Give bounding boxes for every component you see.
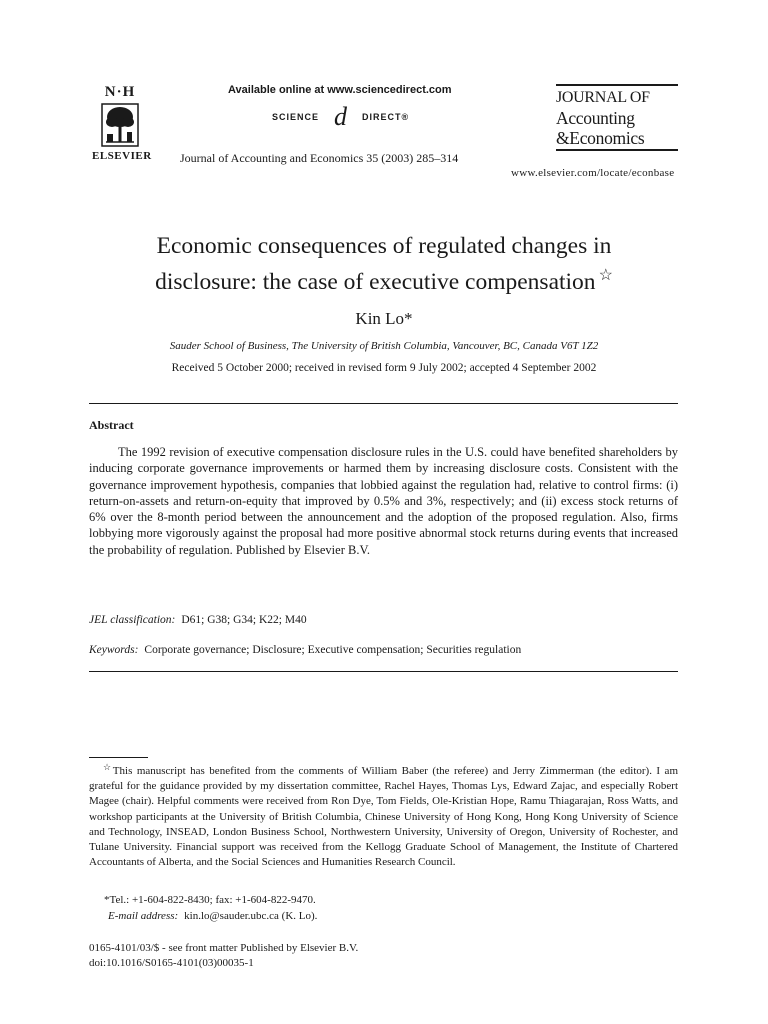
doi-line[interactable]: doi:10.1016/S0165-4101(03)00035-1: [89, 957, 254, 969]
journal-title-line3: &Economics: [556, 128, 645, 148]
author-email: [108, 910, 317, 922]
elsevier-tree-icon: [100, 102, 140, 148]
abstract-body: The 1992 revision of executive compensation disclosure rules in the U.S. could have benefited shareholders by inducing corporate governance improvements or harmed them by increasing disclosure costs. Consistent with the governance improvement hypothesis, companies that lobbied against the regulation had, relative to control firms: (i) return-on-assets and return-on-equity that improved by 0.5% and 3%, respectively; and (ii) excess stock returns of 6% over the 8-month period between the announcement and the adoption of the proposed regulation. Also, firms lobbying more vigorously against the proposal had more positive abnormal stock returns during events that increased the probability of regulation. Published by Elsevier B.V.: [89, 445, 678, 557]
jel-label: JEL classification:: [89, 614, 176, 626]
sciencedirect-right: DIRECT®: [362, 112, 410, 122]
article-title-line1: Economic consequences of regulated changes in: [156, 233, 612, 259]
issn-line: 0165-4101/03/$ - see front matter Published by Elsevier B.V.: [89, 942, 359, 954]
article-title-line2-wrap: [90, 261, 678, 297]
author-affiliation: Sauder School of Business, The University of British Columbia, Vancouver, BC, Canada V6T 1Z2: [169, 340, 599, 352]
sciencedirect-d-icon: d: [334, 102, 347, 131]
journal-url: www.elsevier.com/locate/econbase: [511, 167, 675, 179]
footnote-star-icon: ☆: [103, 762, 113, 772]
publisher-mark: N·H: [104, 84, 136, 100]
acknowledgement-footnote: [89, 760, 678, 870]
publisher-name: ELSEVIER: [92, 150, 152, 162]
journal-title-block: [556, 84, 678, 151]
sciencedirect-left: SCIENCE: [272, 112, 320, 122]
footnote-text: This manuscript has benefited from the comments of William Baber (the referee) and Jerry Zimmerman (the editor). I am grateful for the guidance provided by my dissertation committee, Rachel Hayes, Thomas Lys, Edward Zajac, and especially Robert Magee (chair). Helpful comments were received from Ron Dye, Tom Fields, Ole-Kristian Hope, Ramu Thiagarajan, Ross Watts, and workshop participants at the University of British Columbia, Chinese University of Hong Kong, Hong Kong University of Science and Technology, INSEAD, London Business School, Northwestern University, University of Oregon, University of Rochester, and Tulane University. Financial support was received from the Kellogg Graduate School of Management, the Institute of Chartered Accountants of Alberta, and the Social Sciences and Humanities Research Council.: [89, 765, 678, 869]
abstract-heading: Abstract: [89, 418, 134, 432]
email-label: E-mail address:: [108, 910, 179, 922]
author-name: Kin Lo*: [355, 309, 413, 328]
article-title: [90, 232, 678, 297]
issn-doi: [89, 941, 358, 971]
received-dates: Received 5 October 2000; received in revised form 9 July 2002; accepted 4 September 2002: [171, 362, 597, 374]
journal-reference: Journal of Accounting and Economics 35 (2003) 285–314: [180, 151, 459, 165]
jel-classification: [89, 614, 307, 626]
sciencedirect-logo: [272, 104, 432, 132]
email-value[interactable]: kin.lo@sauder.ubc.ca (K. Lo).: [184, 910, 318, 922]
keywords-value: Corporate governance; Disclosure; Executive compensation; Securities regulation: [144, 644, 522, 656]
keywords-label: Keywords:: [89, 644, 139, 656]
sciencedirect-available: Available online at www.sciencedirect.com: [228, 84, 452, 96]
title-footnote-star-icon[interactable]: ☆: [598, 267, 613, 284]
journal-title-line1: JOURNAL OF: [556, 89, 650, 106]
article-title-line2: disclosure: the case of executive compensation: [155, 269, 596, 295]
author-telephone: *Tel.: +1-604-822-8430; fax: +1-604-822-9470.: [104, 894, 316, 906]
footnote-rule: [89, 757, 148, 758]
abstract-bottom-rule: [89, 671, 678, 672]
journal-title-rule: [556, 149, 678, 151]
jel-value: D61; G38; G34; K22; M40: [181, 614, 307, 626]
abstract-top-rule: [89, 403, 678, 404]
publisher-logo: [92, 84, 152, 162]
keywords: [89, 644, 521, 656]
journal-title-line2: Accounting: [556, 108, 635, 128]
